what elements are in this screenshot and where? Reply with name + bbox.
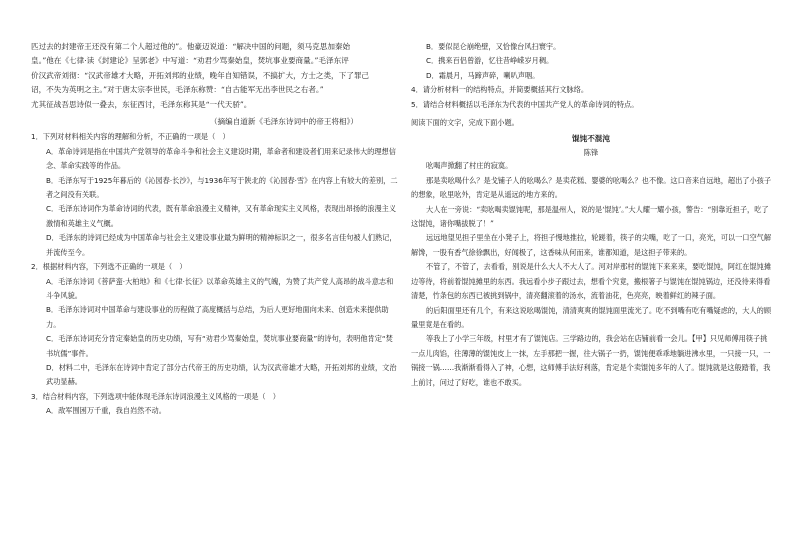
- question-stem: 3．结合材料内容，下列选项中能体现毛泽东诗词浪漫主义风格的一项是（ ）: [31, 391, 280, 401]
- answer-option[interactable]: A．毛泽东诗词《菩萨蛮·大柏地》和《七律·长征》以革命英雄主义的气魄，为赞了共产党人高昂的战斗意志和斗争风貌。: [46, 276, 394, 300]
- quote-line: 价汉武帝刘彻：“汉武帝雄才大略，开拓刘邦的业绩，晚年自知错误，不搞扩大，方士之类，下了罪己: [31, 70, 370, 80]
- left-column: [31, 40, 398, 419]
- question-stem: 2．根据材料内容，下列选不正确的一项是（ ）: [31, 262, 187, 272]
- question-3-continued: [411, 40, 771, 83]
- story-paragraph: 的后阳面里还有几个，有来这说吆喝馄饨，清清爽爽的馄饨面里流光了。吃不到嘴有吃有嘴疑虑的，大人的顾量里竟是在看的。: [411, 305, 772, 329]
- right-column: [411, 40, 771, 390]
- story-paragraph: 大人在一旁说：“卖吆喝卖馄饨呢，那是温州人，说的是‘馄饨’。”大人耀一耀小孩，警告：“别靠近担子，吃了这馄饨，诸你嘴拔脱了！”: [411, 204, 769, 229]
- answer-option[interactable]: D．材料二中，毛泽东在诗词中肯定了部分古代帝王的历史功绩，认为汉武帝雄才大略，开拓刘邦的业绩，文治武功显赫。: [46, 362, 397, 387]
- story-paragraph: 远远地望见担子里坐在小凳子上，将担子慢地推拉，轮蹉着，筷子的尖嘴，吃了一口，亮光，可以一口空气解解馋，一股有香气徐徐飘出，好闻极了，这香味从何而来，谁都知道，是这担子带来的。: [411, 233, 772, 257]
- reading-instruction: 阅读下面的文字，完成下面小题。: [411, 118, 519, 128]
- story-body: [411, 159, 771, 390]
- quote-line: 尤其征战吾思诗似一叠去，东征西讨，毛泽东称其是“一代天骄”。: [31, 99, 252, 109]
- answer-option[interactable]: D．霜晨月，马蹄声碎，喇叭声咽。: [426, 70, 540, 80]
- story-paragraph: 那是卖吆喝什么？是戈铺子人的吆喝么？是卖花糕、婴婆的吆喝么？也不像。这口音来自远地，超出了小孩子的想象，吆里吆外，肯定是从遥远的地方来的。: [411, 175, 772, 200]
- story-paragraph: 不管了，不管了，去看看，别说是什么大人不大人了。河对岸那村的馄饨下来来来，要吃馄饨，阿红在馄饨摊边等待，将前着馄饨摊里的东西。我远看小步子跟过去，想看个究竟，搬根箸子与馄饨在馄饨锅边，还没待来得看清楚，竹条包的东西已被挑到锅中，清亮翻滚着的汤水，流着油花，色亮亮，映着鲜红的辣子面。: [411, 262, 772, 301]
- answer-option[interactable]: A．革命诗词是指在中国共产党领导的革命斗争和社会主义建设时期，革命者和建设者们用来记录伟大的理想信念、革命实践等的作品。: [46, 146, 396, 171]
- quote-line: 诏，不失为英明之主。”对于唐太宗李世民，毛泽东称赞：“自古能军无出李世民之右者。”: [31, 85, 324, 95]
- quote-line: 匹过去的封建帝王还没有第二个人超过他的”。他豪迈说道：“解决中国的问题，须马克思加秦始: [31, 42, 351, 51]
- answer-option[interactable]: B．要似昆仑崩绝壁，又恰像台风扫寰宇。: [426, 42, 561, 51]
- answer-option[interactable]: A．敌军围困万千重，我自岿然不动。: [46, 406, 166, 416]
- answer-option[interactable]: C．携来百侣曾游，忆往昔峥嵘岁月稠。: [426, 56, 554, 66]
- question-stem: 1．下列对材料相关内容的理解和分析，不正确的一项是（ ）: [31, 132, 230, 142]
- quote-block: [31, 40, 398, 112]
- question-5: 5．请结合材料概括以毛泽东为代表的中国共产党人的革命诗词的特点。: [411, 99, 639, 109]
- question-2: [31, 260, 398, 390]
- story-paragraph: 等我上了小学三年级，村里才有了馄饨店。三学路边的，我会站在店铺前看一会儿。【甲】只见师傅用筷子挑一点儿肉馅，往薄薄的馄饨皮上一抹，左手那把一握，往大锅子一扔，馄饨便乖乖地躺进沸水里，一只接一只，一锅接一锅……我渐渐看得入了神，心想，这师傅手法好利落，肯定是个卖馄饨多年的人了。馄饨就是这般踏着，我上前讨，问过了好吃，谁也不敢买。: [411, 334, 771, 387]
- source-citation: （摘编自道新《毛泽东诗词中的帝王将相》）: [209, 117, 358, 127]
- story-paragraph: 吆喝声掀翻了村庄的寂寞。: [426, 161, 513, 171]
- story-title: 馄饨不混沌: [572, 134, 610, 144]
- quote-line: 皇。”他在《七律·读《封建论》呈郭老》中写道：“劝君少骂秦始皇，焚坑事业要商量。”毛泽东评: [31, 56, 349, 66]
- answer-option[interactable]: D．毛泽东的诗词已经成为中国革命与社会主义建设事业最为鲜明的精神标识之一，很多名言佳句被人们熟记，并流传至今。: [46, 233, 397, 257]
- question-4: 4．请分析材料一的结构特点，并简要概括其行文脉络。: [411, 85, 589, 95]
- question-3: [31, 390, 398, 419]
- story-author: 陈锋: [583, 148, 599, 158]
- answer-option[interactable]: C．毛泽东诗词充分肯定秦始皇的历史功绩，写有“劝君少骂秦始皇，焚坑事业要商量”的诗句，表明他肯定“焚书坑儒”事件。: [46, 334, 393, 358]
- answer-option[interactable]: B．毛泽东诗词对中国革命与建设事业的历程做了高度概括与总结，为后人更好地面向未来、创造未来提供助力。: [46, 305, 389, 329]
- question-1: [31, 130, 398, 260]
- answer-option[interactable]: C．毛泽东诗词作为革命诗词的代表，既有革命浪漫主义精神，又有革命现实主义风格，表现出昂扬的浪漫主义激情和英雄主义气概。: [46, 204, 397, 228]
- answer-option[interactable]: B．毛泽东写于1925年暮后的《沁园春·长沙》，与1936年写于陕北的《沁园春·雪》在内容上有较大的差别，二者之间没有关联。: [46, 175, 398, 200]
